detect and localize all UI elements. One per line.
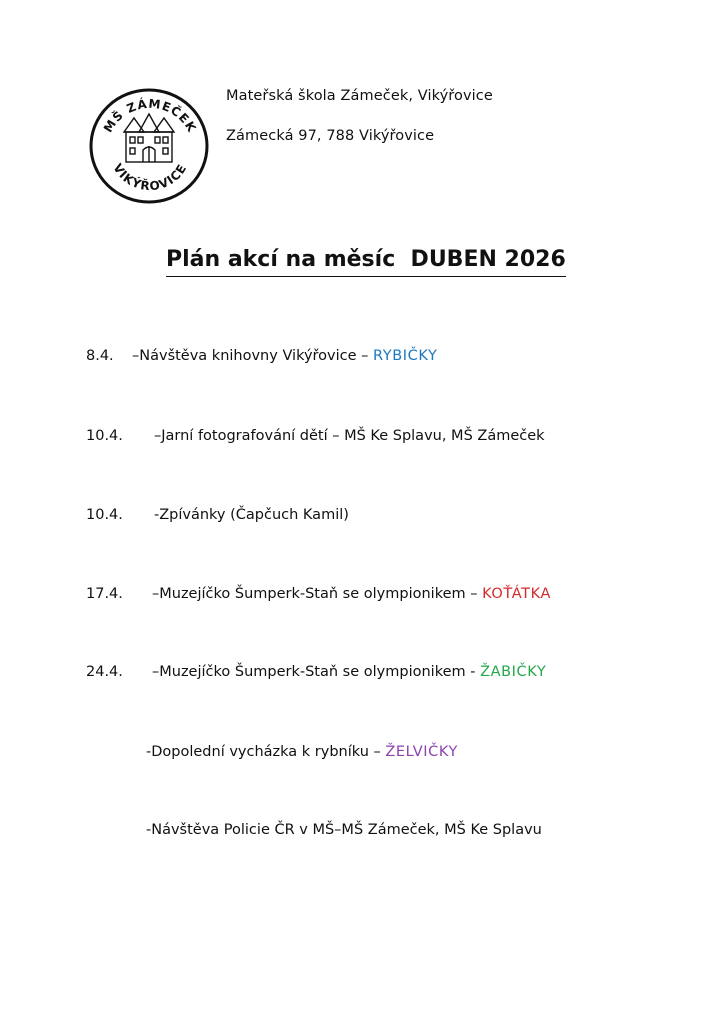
event-row <box>86 584 706 606</box>
event-text: –Jarní fotografování dětí – MŠ Ke Splavu, MŠ Zámeček <box>154 428 545 444</box>
event-row <box>86 505 686 527</box>
logo-top-text: MŠ ZÁMEČEK <box>100 96 200 136</box>
event-date: 10.4. <box>86 428 123 444</box>
event-text: –Návštěva knihovny Vikýřovice – <box>132 348 374 364</box>
event-group: ŽELVIČKY <box>385 744 458 760</box>
event-description <box>154 505 349 525</box>
event-group: RYBIČKY <box>373 348 438 364</box>
event-description <box>152 662 546 682</box>
event-description <box>154 426 545 446</box>
event-text: -Návštěva Policie ČR v MŠ–MŠ Zámeček, MŠ Ke Splavu <box>146 822 542 838</box>
school-logo <box>86 86 212 206</box>
event-row <box>86 346 686 368</box>
event-description <box>152 584 551 604</box>
event-description <box>132 346 437 366</box>
event-row <box>146 742 686 764</box>
event-date: 24.4. <box>86 664 123 680</box>
castle-icon <box>124 114 174 162</box>
logo-bottom-text: VIKÝŘOVICE <box>110 161 190 194</box>
event-text: –Muzejíčko Šumperk-Staň se olympionikem – <box>152 586 483 602</box>
event-group: ŽABIČKY <box>480 664 547 680</box>
event-date: 8.4. <box>86 348 114 364</box>
event-group: KOŤÁTKA <box>482 586 551 602</box>
event-text: -Zpívánky (Čapčuch Kamil) <box>154 507 349 523</box>
event-description <box>146 742 458 762</box>
event-date: 17.4. <box>86 586 123 602</box>
event-date: 10.4. <box>86 507 123 523</box>
page-title: Plán akcí na měsíc DUBEN 2026 <box>166 246 566 277</box>
event-text: –Muzejíčko Šumperk-Staň se olympionikem - <box>152 664 481 680</box>
event-row <box>146 820 706 842</box>
svg-text:VIKÝŘOVICE <box>110 161 189 193</box>
school-name: Mateřská škola Zámeček, Vikýřovice <box>226 88 493 104</box>
event-description <box>146 820 542 840</box>
event-row <box>86 426 706 448</box>
event-text: -Dopolední vycházka k rybníku – <box>146 744 386 760</box>
school-address: Zámecká 97, 788 Vikýřovice <box>226 128 435 144</box>
event-row <box>86 662 706 684</box>
